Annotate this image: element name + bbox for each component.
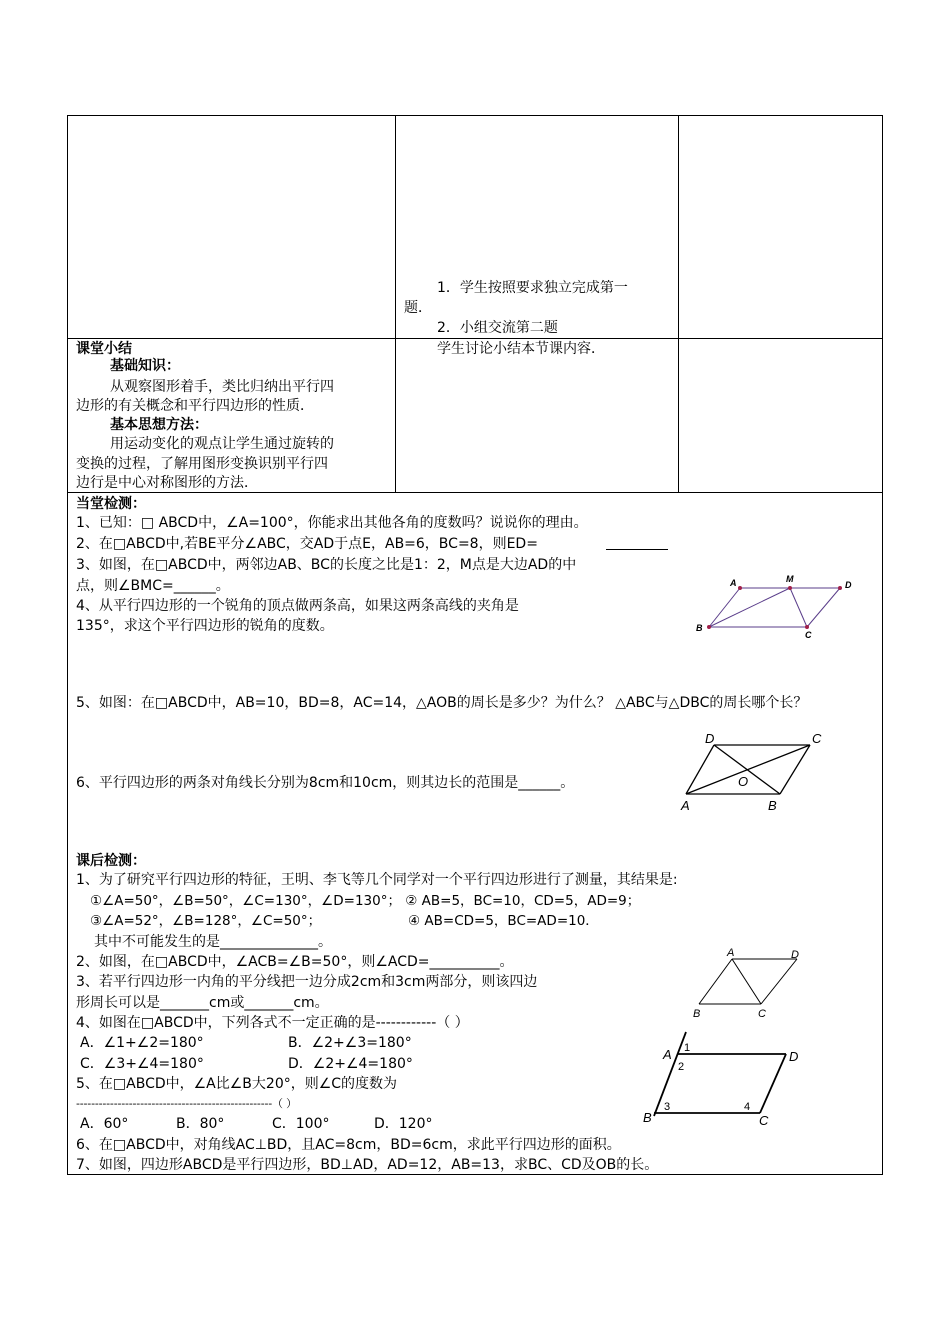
class-test-q2: 2、在□ABCD中,若BE平分∠ABC，交AD于点E，AB=6，BC=8，则ED= [76, 536, 538, 552]
after-test-q5-option-d: D．120° [374, 1116, 433, 1132]
method-text-1: 用运动变化的观点让学生通过旋转的 [110, 436, 334, 452]
class-test-q1: 1、已知：□ ABCD中，∠A=100°，你能求出其他各角的度数吗？说说你的理由。 [76, 515, 588, 531]
basic-knowledge-text-2: 边形的有关概念和平行四边形的性质． [76, 398, 314, 414]
after-test-q3-line1: 3、若平行四边形一内角的平分线把一边分成2cm和3cm两部分，则该四边 [76, 974, 538, 990]
fig4-label-b: B [643, 1110, 652, 1125]
fig1-edge-bm [709, 588, 790, 627]
after-test-q4: 4、如图在□ABCD中，下列各式不一定正确的是------------（ ） [76, 1015, 469, 1031]
top-step-2: 2．小组交流第二题 [437, 320, 558, 336]
column-divider-2 [678, 115, 679, 492]
figure-parallelogram-diagonals [676, 730, 846, 818]
fig3-edge-dc [761, 959, 797, 1004]
after-test-q1: 1、为了研究平行四边形的特征，王明、李飞等几个同学对一个平行四边形进行了测量，其结果是: [76, 872, 678, 888]
class-test-q4-line1: 4、从平行四边形的一个锐角的顶点做两条高，如果这两条高线的夹角是 [76, 598, 519, 614]
fig4-label-3: 3 [664, 1101, 671, 1113]
fig1-point-b [707, 625, 711, 629]
student-activity: 学生讨论小结本节课内容． [437, 341, 605, 357]
fig1-label-m: M [786, 574, 794, 584]
after-test-q6: 6、在□ABCD中，对角线AC⊥BD，且AC=8cm，BD=6cm，求此平行四边形的面积。 [76, 1137, 621, 1153]
after-test-q4-option-c: C．∠3+∠4=180° [80, 1056, 204, 1072]
after-test-q4-option-b: B．∠2+∠3=180° [288, 1035, 412, 1051]
figure-parallelogram-acb [686, 944, 816, 1022]
fig2-label-d: D [705, 731, 715, 746]
summary-heading: 课堂小结 [76, 341, 132, 357]
method-text-2: 变换的过程，了解用图形变换识别平行四 [76, 456, 328, 472]
fig1-point-m [788, 586, 792, 590]
after-test-q5-option-b: B．80° [176, 1116, 225, 1132]
column-divider-1 [395, 115, 396, 492]
fig1-label-d: D [845, 580, 852, 590]
fig4-label-1: 1 [684, 1042, 691, 1054]
after-test-q5-dashes: ----------------------------------------------------（ ） [76, 1097, 297, 1110]
fig4-label-c: C [759, 1113, 769, 1128]
after-test-q3-line2: 形周长可以是_______cm或_______cm。 [76, 995, 329, 1011]
class-test-q5: 5、如图：在□ABCD中，AB=10，BD=8，AC=14，△AOB的周长是多少？为什么？ △ABC与△DBC的周长哪个长？ [76, 695, 808, 711]
fig1-label-c: C [805, 630, 812, 640]
fig1-point-a [738, 586, 742, 590]
top-step-1-cont: 题． [404, 300, 432, 316]
fig3-label-c: C [758, 1008, 766, 1020]
fig4-label-2: 2 [678, 1061, 685, 1073]
fig2-edge-ad [686, 745, 714, 794]
class-test-q6: 6、平行四边形的两条对角线长分别为8cm和10cm，则其边长的范围是______。 [76, 775, 575, 791]
after-test-q7: 7、如图，四边形ABCD是平行四边形，BD⊥AD，AD=12，AB=13，求BC、CD及OB的长。 [76, 1157, 659, 1173]
fig1-point-c [805, 625, 809, 629]
method-heading: 基本思想方法： [110, 417, 208, 433]
top-step-1: 1．学生按照要求独立完成第一 [437, 280, 628, 296]
fig3-diagonal-ac [732, 959, 761, 1004]
fig1-label-b: B [696, 623, 703, 633]
class-test-q4-line2: 135°，求这个平行四边形的锐角的度数。 [76, 618, 334, 634]
fig2-label-b: B [768, 798, 777, 813]
after-test-q5-option-c: C．100° [272, 1116, 330, 1132]
class-test-q3-line1: 3、如图，在□ABCD中，两邻边AB、BC的长度之比是1：2，M点是大边AD的中 [76, 557, 577, 573]
after-test-heading: 课后检测： [76, 853, 146, 869]
after-test-q5-option-a: A．60° [80, 1116, 129, 1132]
fig3-label-d: D [791, 949, 799, 961]
fig1-edge-ab [709, 588, 740, 627]
after-test-q2: 2、如图，在□ABCD中，∠ACB=∠B=50°，则∠ACD=__________。 [76, 954, 514, 970]
after-test-q1-ask: 其中不可能发生的是______________。 [94, 934, 332, 950]
figure-parallelogram-angles [634, 1026, 804, 1128]
fig4-label-4: 4 [744, 1101, 751, 1113]
fig3-label-b: B [693, 1008, 701, 1020]
fig4-label-a: A [663, 1047, 672, 1062]
method-text-3: 边行是中心对称图形的方法． [76, 475, 258, 491]
basic-knowledge-text-1: 从观察图形着手，类比归纳出平行四 [110, 379, 334, 395]
fig2-label-c: C [812, 731, 822, 746]
after-test-q4-option-a: A．∠1+∠2=180° [80, 1035, 204, 1051]
fig1-point-d [838, 586, 842, 590]
fig2-edge-bc [780, 745, 810, 794]
after-test-q1-option-1-2: ①∠A=50°，∠B=50°，∠C=130°，∠D=130°； ② AB=5，BC=10，CD=5，AD=9； [90, 893, 641, 909]
figure-parallelogram-abmcd [690, 570, 860, 642]
fig4-label-d: D [789, 1049, 799, 1064]
fig1-edge-cd [807, 588, 840, 627]
fig3-label-a: A [727, 947, 735, 959]
fig1-edge-mc [790, 588, 807, 627]
fig3-edge-ab [699, 959, 732, 1004]
fig2-label-a: A [681, 798, 690, 813]
basic-knowledge-heading: 基础知识： [110, 358, 180, 374]
fig4-edge-dc [760, 1054, 786, 1113]
after-test-q1-option-3: ③∠A=52°，∠B=128°，∠C=50°； [90, 913, 322, 929]
q2-answer-blank [606, 549, 668, 550]
class-test-heading: 当堂检测： [76, 496, 146, 512]
fig1-label-a: A [730, 578, 737, 588]
after-test-q1-option-4: ④ AB=CD=5，BC=AD=10． [408, 913, 599, 929]
after-test-q5: 5、在□ABCD中，∠A比∠B大20°，则∠C的度数为 [76, 1076, 398, 1092]
class-test-q3-line2: 点，则∠BMC=______。 [76, 578, 230, 594]
after-test-q4-option-d: D．∠2+∠4=180° [288, 1056, 413, 1072]
fig2-label-o: O [738, 774, 749, 789]
